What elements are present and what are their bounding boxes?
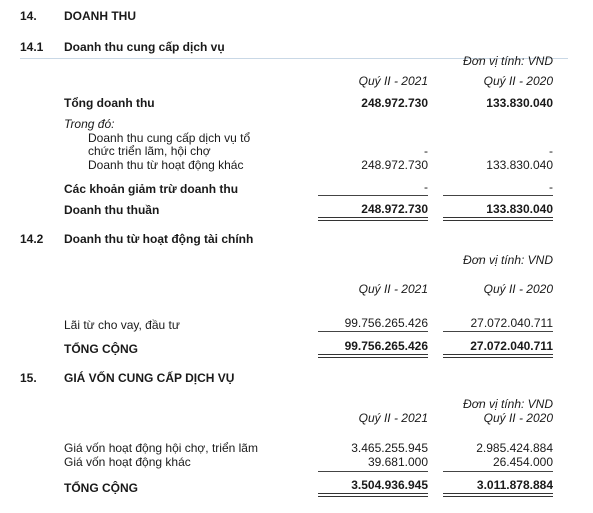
unit-label: Đơn vị tính: VND: [463, 54, 553, 68]
column-header-2021: Quý II - 2021: [358, 411, 428, 425]
subtotal-line: [318, 331, 428, 332]
row-label: Doanh thu cung cấp dịch vụ tổ: [88, 131, 251, 145]
value-2021: 3.504.936.945: [351, 478, 428, 492]
section-14-1-number: 14.1: [20, 40, 44, 54]
subtotal-line: [318, 195, 428, 196]
column-header-2021: Quý II - 2021: [358, 74, 428, 88]
subtotal-line: [443, 195, 553, 196]
total-label: TỔNG CỘNG: [64, 342, 138, 356]
section-14-number: 14.: [20, 9, 37, 23]
value-2021: 39.681.000: [367, 455, 428, 469]
section-14-title: DOANH THU: [64, 9, 136, 23]
value-2021: 99.756.265.426: [344, 339, 428, 353]
section-14-1-title: Doanh thu cung cấp dịch vụ: [64, 40, 225, 54]
value-2021: 248.972.730: [361, 202, 428, 216]
value-2021: 99.756.265.426: [344, 316, 428, 330]
value-2020: 27.072.040.711: [470, 316, 553, 330]
row-label: Lãi từ cho vay, đầu tư: [64, 318, 180, 332]
value-2020: -: [549, 144, 553, 158]
row-label: Doanh thu từ hoạt động khác: [88, 158, 244, 172]
value-2020: 2.985.424.884: [476, 441, 553, 455]
column-header-2020: Quý II - 2020: [483, 411, 553, 425]
total-double-line: [443, 493, 553, 497]
row-label: Các khoản giảm trừ doanh thu: [64, 182, 239, 196]
unit-label: Đơn vị tính: VND: [463, 397, 553, 411]
section-14-2-title: Doanh thu từ hoạt động tài chính: [64, 232, 254, 246]
value-2021: 3.465.255.945: [351, 441, 428, 455]
value-2021: 248.972.730: [361, 96, 428, 110]
subtotal-line: [318, 471, 428, 472]
value-2021: -: [424, 144, 428, 158]
total-double-line: [318, 493, 428, 497]
section-14-2-number: 14.2: [20, 232, 44, 246]
value-2020: 3.011.878.884: [476, 478, 553, 492]
subtotal-line: [443, 331, 553, 332]
total-label: TỔNG CỘNG: [64, 481, 138, 495]
value-2020: 133.830.040: [486, 158, 553, 172]
total-double-line: [443, 217, 553, 221]
total-double-line: [318, 354, 428, 358]
row-label-continued: chức triển lãm, hội chợ: [88, 144, 211, 158]
value-2020: 27.072.040.711: [470, 339, 553, 353]
value-2020: 133.830.040: [486, 202, 553, 216]
value-2020: -: [549, 180, 553, 194]
value-2020: 26.454.000: [492, 455, 553, 469]
row-label: Trong đó:: [64, 117, 115, 131]
section-15-number: 15.: [20, 371, 37, 385]
total-double-line: [318, 217, 428, 221]
row-label: Giá vốn hoạt động khác: [64, 455, 191, 469]
total-double-line: [443, 354, 553, 358]
column-header-2020: Quý II - 2020: [483, 74, 553, 88]
unit-label: Đơn vị tính: VND: [463, 253, 553, 267]
subtotal-line: [443, 471, 553, 472]
value-2021: 248.972.730: [361, 158, 428, 172]
row-label: Giá vốn hoạt động hội chợ, triển lãm: [64, 441, 258, 455]
value-2020: 133.830.040: [486, 96, 553, 110]
row-label: Doanh thu thuần: [64, 203, 160, 217]
column-header-2020: Quý II - 2020: [483, 282, 553, 296]
row-label: Tổng doanh thu: [64, 96, 155, 110]
column-header-2021: Quý II - 2021: [358, 282, 428, 296]
section-15-title: GIÁ VỐN CUNG CẤP DỊCH VỤ: [64, 371, 235, 385]
value-2021: -: [424, 180, 428, 194]
